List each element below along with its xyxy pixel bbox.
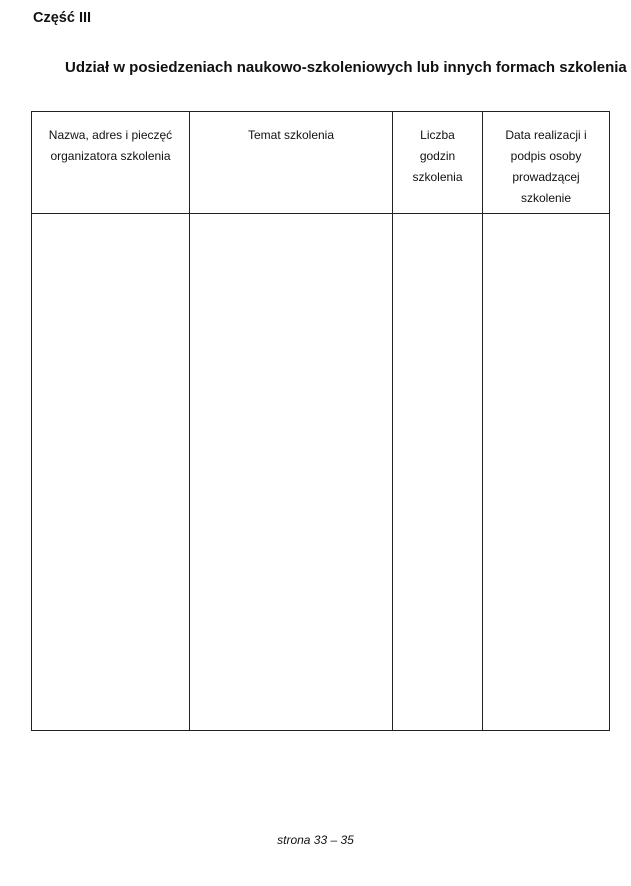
column-header-organizer-label: Nazwa, adres i pieczęć organizatora szkolenia (48, 128, 173, 163)
cell-organizer[interactable] (32, 214, 190, 731)
table-body (32, 214, 610, 731)
section-title: Udział w posiedzeniach naukowo-szkoleniowych lub innych formach szkolenia (65, 59, 627, 76)
training-table-container (31, 111, 605, 731)
part-heading: Część III (33, 10, 92, 26)
column-header-topic (190, 112, 393, 214)
column-header-date-signature-label: Data realizacji i podpis osoby prowadzącej szkolenie (505, 128, 587, 205)
column-header-hours-label: Liczba godzin szkolenia (412, 128, 463, 184)
table-row-empty (32, 214, 610, 731)
cell-date-signature[interactable] (483, 214, 610, 731)
page-footer: strona 33 – 35 (277, 833, 354, 847)
column-header-date-signature (483, 112, 610, 214)
column-header-topic-label: Temat szkolenia (247, 128, 335, 142)
cell-topic[interactable] (190, 214, 393, 731)
header-row (32, 112, 610, 214)
table-header (32, 112, 610, 214)
column-header-hours (393, 112, 483, 214)
cell-hours[interactable] (393, 214, 483, 731)
training-table (31, 111, 610, 731)
column-header-organizer (32, 112, 190, 214)
